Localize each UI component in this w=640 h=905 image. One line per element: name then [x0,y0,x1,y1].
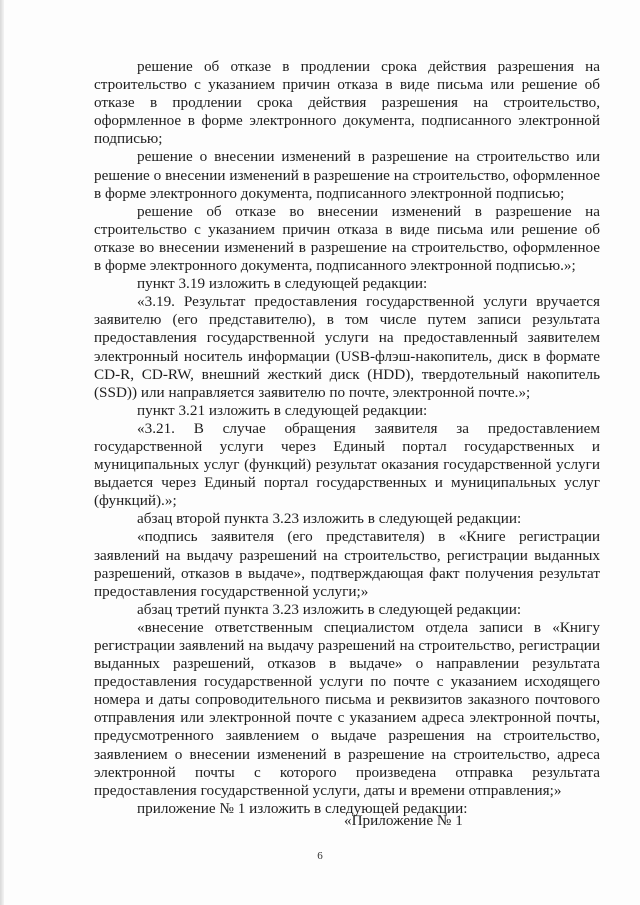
paragraph-7: «3.21. В случае обращения заявителя за предоставлением государственной услуги через Единый портал государственных и муниципальных услуг (функций) результат оказания государственной услуги выдается через Единый портал государственных и муниципальных услуг (функций).»; [94,419,600,510]
paragraph-10: абзац третий пункта 3.23 изложить в следующей редакции: [137,600,522,618]
paragraph-8: абзац второй пункта 3.23 изложить в следующей редакции: [137,510,522,528]
paragraph-5: «3.19. Результат предоставления государственной услуги вручается заявителю (его представителю), в том числе путем записи результата предоставления государственной услуги на предоставленный заявителем электронный носитель информации (USB-флэш-накопитель, диск в формате CD-R, CD-RW, внешний жесткий диск (HDD), твердотельный накопитель (SSD)) или направляется заявителю по почте, электронной почте.»; [94,293,600,401]
paragraph-12: приложение № 1 изложить в следующей редакции: [137,799,468,817]
paragraph-3: решение об отказе во внесении изменений в разрешение на строительство с указанием причин отказа в виде письма или решение об отказе во внесении изменений в разрешение на строительство, оформленное в форме электронного документа, подписанного электронной подписью.»; [94,202,600,275]
paragraph-2: решение о внесении изменений в разрешение на строительство или решение о внесении изменений в разрешение на строительство, оформленное в форме электронного документа, подписанного электронной подписью; [94,148,600,202]
paragraph-11: «внесение ответственным специалистом отдела записи в «Книгу регистрации заявлений на выдачу разрешений на строительство, регистрации выданных разрешений, отказов в выдаче» о направлении результата предоставления государственной услуги по почте с указанием исходящего номера и даты сопроводительного письма и реквизитов заказного почтового отправления или электронной почте с указанием адреса электронной почты, предусмотренного заявлением о выдаче разрешения на строительство, заявлением о внесении изменений в разрешение на строительство, адреса электронной почты с которого произведена отправка результата предоставления государственной услуги, даты и времени отправления;» [94,618,600,799]
paragraph-9: «подпись заявителя (его представителя) в «Книге регистрации заявлений на выдачу разрешений на строительство, регистрации выданных разрешений, отказов в выдаче», подтверждающая факт получения результат предоставления государственной услуги;» [94,528,600,600]
appendix-heading: «Приложение № 1 [344,812,463,829]
page-edge-shadow [0,0,4,905]
page-number: 6 [317,850,323,862]
document-body [94,58,600,818]
paragraph-4: пункт 3.19 изложить в следующей редакции: [137,275,428,293]
paragraph-6: пункт 3.21 изложить в следующей редакции: [137,401,428,419]
paragraph-1: решение об отказе в продлении срока действия разрешения на строительство с указанием причин отказа в виде письма или решение об отказе в продлении срока действия разрешения на строительство, оформленное в форме электронного документа, подписанного электронной подписью; [94,58,600,148]
